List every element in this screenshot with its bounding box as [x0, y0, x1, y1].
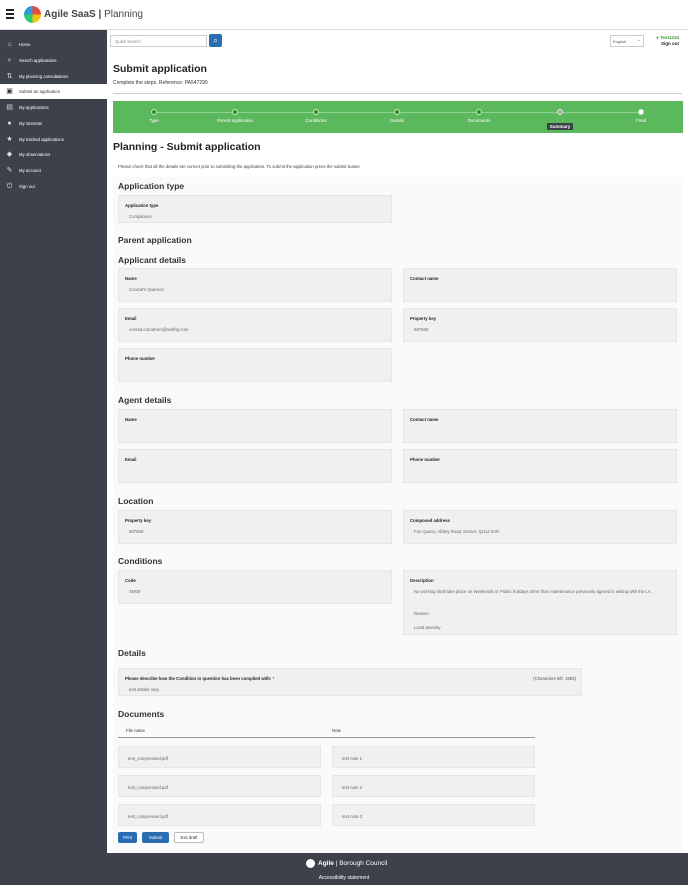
applicant-details-heading: Applicant details — [118, 255, 187, 265]
sidebar-item-label: Home — [19, 42, 31, 47]
page-subtitle: Complete the steps. Reference: PA547290 — [113, 80, 208, 86]
consultations-icon: ⇅ — [6, 73, 13, 80]
username: Test1234 — [660, 35, 679, 40]
details-answer-field — [118, 668, 582, 696]
document-file: test_compressed.pdf — [118, 804, 321, 826]
documents-col-note: Note — [332, 728, 342, 733]
step-dot — [151, 109, 157, 115]
submit-button[interactable]: Submit — [142, 832, 169, 843]
field-label: Name — [125, 417, 137, 422]
step-label: Details — [390, 118, 404, 123]
reason-label: Reason — [414, 611, 429, 616]
field-label: Property key — [125, 518, 152, 523]
field-label: Application type — [125, 203, 159, 208]
search-button[interactable] — [209, 34, 222, 47]
footer-logo: Agile | Borough Council — [306, 859, 387, 868]
exit-draft-button[interactable]: Exit draft — [174, 832, 204, 843]
footer-council: Borough Council — [339, 860, 388, 867]
sidebar-item-label: My tracked applications — [19, 137, 64, 142]
step-conditions[interactable] — [276, 109, 356, 123]
step-label: Conditions — [305, 118, 327, 123]
sidebar-item-home[interactable] — [0, 37, 107, 52]
field-label: Description — [410, 578, 434, 583]
field-label: Composed address — [410, 518, 450, 523]
user-menu[interactable] — [653, 35, 679, 46]
step-summary[interactable] — [520, 109, 600, 133]
logo-mark-icon — [306, 859, 315, 868]
document-file: test_compressed.pdf — [118, 746, 321, 768]
instructions-text: Please check that all the details are correct prior to submitting the application. To submit the application press the submit button — [118, 164, 360, 169]
progress-steps — [113, 101, 683, 133]
required-mark: * — [272, 676, 275, 681]
wrench-icon: ✎ — [6, 167, 13, 174]
step-parent-application[interactable] — [195, 109, 275, 123]
field-label: Email — [125, 316, 137, 321]
search-icon: ⌕ — [7, 57, 12, 64]
sidebar-item-label: Sign out — [19, 184, 35, 189]
application-type-heading: Application type — [118, 181, 185, 191]
sidebar-item-label: My applications — [19, 105, 49, 110]
application-type-field — [118, 195, 392, 223]
agent-email-field — [118, 449, 392, 483]
applications-icon: ▤ — [6, 104, 13, 111]
menu-icon[interactable] — [6, 9, 14, 17]
applicant-contact-field — [403, 268, 677, 302]
sidebar-item-label: Submit an application — [19, 89, 61, 94]
page-title: Submit application — [113, 63, 207, 75]
chat-icon: ◆ — [6, 151, 13, 158]
field-label: Contact name — [410, 276, 439, 281]
step-dot — [476, 109, 482, 115]
sidebar-item-sign-out[interactable] — [0, 179, 107, 194]
sidebar-item-tracked-applications[interactable] — [0, 132, 107, 147]
sidebar-item-observations[interactable] — [0, 147, 107, 162]
step-dot — [313, 109, 319, 115]
sidebar-item-search-applications[interactable] — [0, 53, 107, 68]
language-select[interactable] — [610, 35, 644, 47]
parent-application-heading: Parent application — [118, 235, 192, 245]
footer-brand: Agile — [318, 860, 334, 867]
condition-description-field — [403, 570, 677, 635]
field-value: Conrad's Quarries — [129, 287, 164, 292]
field-value: conrad.carruthers@swiftig.com — [129, 327, 189, 332]
field-value: Fox Quarry, Abbey Road, Dorset, QU14 0AR — [414, 529, 500, 534]
section-heading: Planning - Submit application — [113, 141, 261, 153]
divider — [113, 93, 682, 94]
print-button[interactable]: Print — [118, 832, 137, 843]
applicant-phone-field — [118, 348, 392, 382]
field-label: Name — [125, 276, 137, 281]
document-note: test note 1 — [332, 746, 535, 768]
field-label: Phone number — [125, 356, 156, 361]
location-address-field — [403, 510, 677, 544]
field-label — [125, 676, 274, 681]
step-label: Final — [636, 118, 646, 123]
sidebar-item-label: Search applications — [19, 58, 57, 63]
footer — [0, 853, 688, 885]
step-details[interactable] — [357, 109, 437, 123]
sidebar-item-label: My interests — [19, 121, 43, 126]
step-dot — [232, 109, 238, 115]
field-value: test details step — [129, 687, 159, 692]
header-sign-out-link[interactable]: Sign out — [661, 41, 679, 46]
star-icon: ★ — [6, 136, 13, 143]
documents-header-divider — [118, 737, 535, 738]
home-icon: ⌂ — [7, 41, 12, 48]
document-note: test note 2 — [332, 775, 535, 797]
field-value: No working shall take place on Weekends or Public holidays other than maintenance previously agreed in writing with the LA. — [414, 589, 652, 594]
language-value: English — [613, 39, 627, 44]
agent-phone-field — [403, 449, 677, 483]
top-bar — [0, 0, 688, 30]
step-dot — [557, 109, 563, 115]
document-file: test_compressed.pdf — [118, 775, 321, 797]
agent-details-heading: Agent details — [118, 395, 172, 405]
user-icon: ● — [656, 35, 659, 40]
step-label: Documents — [467, 118, 491, 123]
field-value: SM05 — [129, 589, 141, 594]
field-label: Code — [125, 578, 136, 583]
documents-heading: Documents — [118, 709, 165, 719]
step-dot — [394, 109, 400, 115]
step-type[interactable] — [114, 109, 194, 123]
sidebar-item-my-account[interactable] — [0, 163, 107, 178]
location-property-field — [118, 510, 392, 544]
step-documents[interactable] — [439, 109, 519, 123]
logo-brand: Agile SaaS — [44, 9, 96, 20]
field-label: Contact name — [410, 417, 439, 422]
chevron-down-icon: ⌄ — [636, 37, 641, 43]
accessibility-link[interactable]: Accessibility statement — [318, 875, 370, 881]
step-label: Parent application — [216, 118, 254, 123]
sidebar-item-label: My account — [19, 168, 41, 173]
sidebar — [0, 30, 107, 853]
document-note: test note 3 — [332, 804, 535, 826]
sidebar-item-label: My planning consultations — [19, 74, 69, 79]
search-input[interactable]: Quick Search — [110, 35, 207, 47]
sidebar-item-consultations[interactable] — [0, 69, 107, 84]
applicant-name-field — [118, 268, 392, 302]
applicant-property-field — [403, 308, 677, 342]
step-label: Summary — [547, 123, 574, 130]
search-icon: ⌕ — [213, 36, 218, 45]
sidebar-item-label: My observations — [19, 152, 51, 157]
documents-col-file: File name — [126, 728, 145, 733]
user-icon: ● — [7, 120, 12, 127]
conditions-heading: Conditions — [118, 556, 163, 566]
logo-product: Planning — [104, 9, 143, 20]
step-label: Type — [149, 118, 159, 123]
step-dot — [638, 109, 644, 115]
sidebar-item-my-applications[interactable] — [0, 100, 107, 115]
logo-mark-icon — [24, 6, 41, 23]
details-heading: Details — [118, 648, 146, 658]
field-value: 587668 — [129, 529, 144, 534]
condition-code-field — [118, 570, 392, 604]
location-heading: Location — [118, 496, 154, 506]
applicant-email-field — [118, 308, 392, 342]
characters-left: (Characters left: 1983) — [533, 676, 576, 681]
field-label: Property key — [410, 316, 437, 321]
sidebar-item-submit-application[interactable] — [0, 84, 107, 99]
field-value: Compliance — [129, 214, 152, 219]
field-label: Email — [125, 457, 137, 462]
agent-contact-field — [403, 409, 677, 443]
field-label: Phone number — [410, 457, 441, 462]
details-question: Please describe how the Condition in question has been complied with: — [125, 676, 272, 681]
power-icon: ⏻ — [6, 183, 13, 190]
agent-name-field — [118, 409, 392, 443]
reason-value: Local amenity — [414, 625, 441, 630]
field-value: 587668 — [414, 327, 429, 332]
sidebar-item-my-interests[interactable] — [0, 116, 107, 131]
main-content — [107, 30, 688, 853]
submit-icon: ▣ — [6, 88, 13, 95]
step-final — [601, 109, 681, 123]
app-logo[interactable]: Agile SaaS | Planning — [24, 6, 143, 23]
